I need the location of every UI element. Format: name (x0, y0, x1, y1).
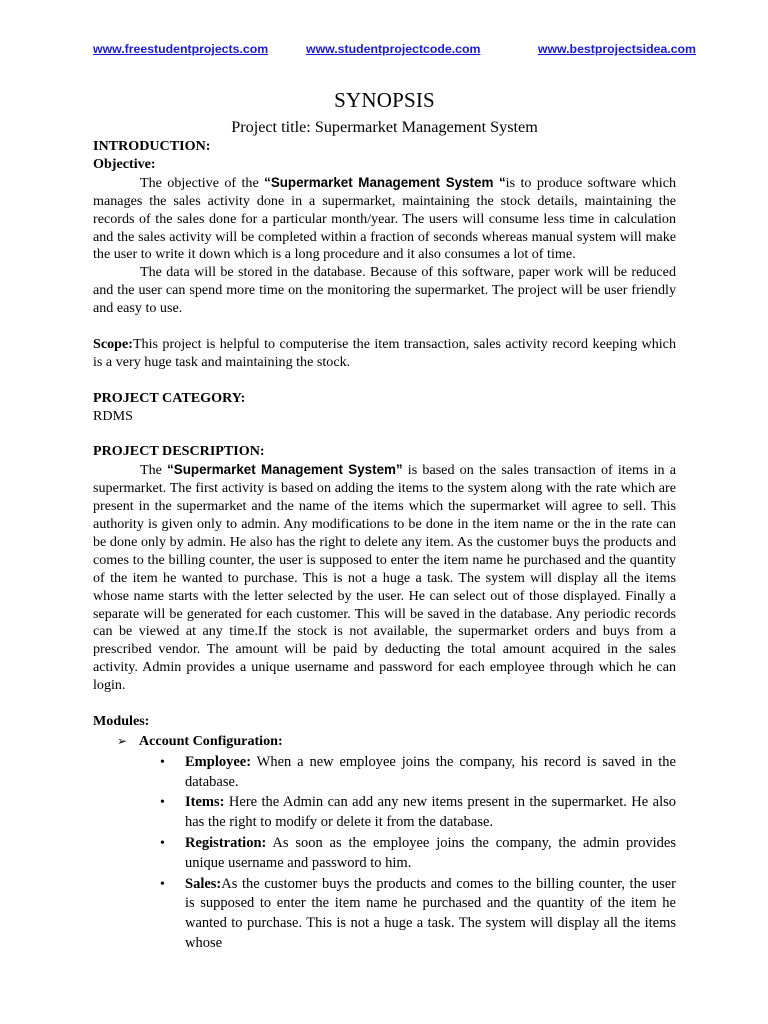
objective-p1-body: is to produce software which manages the sales activity done in a supermarket, maintaining the stock details, maintaining the records of the sales done for a particular month/year. The users will consume less time in calculation and the sales activity will be completed within a fraction of seconds whereas manual system will make the user to write it down which is a long procedure and it also consumes a lot of time. (93, 174, 676, 263)
bullet-icon: • (160, 835, 165, 851)
bullet-icon: • (160, 876, 165, 892)
header-link-freestudentprojects[interactable]: www.freestudentprojects.com (93, 42, 269, 56)
list-item (93, 793, 676, 833)
header-links (93, 42, 696, 60)
module-account-configuration (93, 733, 676, 751)
objective-heading: Objective: (93, 155, 156, 172)
document-page (93, 88, 676, 955)
list-item-label: Employee: (185, 753, 252, 770)
list-item-text: As soon as the employee joins the company, the admin provides unique username and password to him. (185, 834, 676, 871)
header-link-bestprojectsidea[interactable]: www.bestprojectsidea.com (537, 42, 696, 56)
list-item-label: Items: (185, 794, 225, 811)
list-item-text: Here the Admin can add any new items present in the supermarket. He also has the right to modify or delete it from the database. (185, 794, 676, 831)
module-title: Account Configuration: (139, 732, 283, 749)
objective-p1-system-name: “Supermarket Management System “ (264, 174, 506, 190)
bullet-icon: • (160, 795, 165, 811)
category-heading: PROJECT CATEGORY: (93, 389, 246, 406)
list-item-label: Registration: (185, 834, 267, 851)
description-lead: The (140, 462, 168, 479)
scope-text: This project is helpful to computerise the item transaction, sales activity record keeping which is a very huge task and maintaining the stock. (93, 335, 676, 370)
list-item (93, 753, 676, 793)
introduction-heading: INTRODUCTION: (93, 138, 211, 154)
objective-paragraph-2: The data will be stored in the database. Because of this software, paper work will be reduced and the user can spend more time on the monitoring the supermarket. The project will be user friendly and easy to use. (93, 264, 676, 317)
scope-label: Scope: (93, 335, 133, 352)
project-title: Project title: Supermarket Management System (231, 118, 538, 136)
list-item-label: Sales: (185, 875, 222, 892)
description-system-name: “Supermarket Management System” (167, 462, 403, 478)
list-item (93, 875, 676, 954)
category-value: RDMS (93, 407, 133, 424)
module-bullet-list (93, 753, 676, 954)
arrow-bullet-icon: ➢ (117, 733, 128, 748)
list-item (93, 834, 676, 874)
bullet-icon: • (160, 754, 165, 770)
document-title: SYNOPSIS (334, 88, 435, 112)
modules-heading: Modules: (93, 712, 150, 729)
description-heading: PROJECT DESCRIPTION: (93, 443, 265, 460)
description-body: is based on the sales transaction of items in a supermarket. The first activity is based on adding the items to the system along with the rate which are present in the supermarket and the name of the items which the supermarket will agree to sell. This authority is given only to admin. Any modifications to be done in the item name or the in the rate can be done only by admin. He also has the right to delete any item. As the customer buys the products and comes to the billing counter, the user is supposed to enter the item name he purchased and the quantity of the item he wanted to purchase. This is not a huge a task. The system will display all the items whose name starts with the letter selected by the user. He can select out of those displayed. Finally a separate will be generated for each customer. This will be saved in the database. Any periodic records can be viewed at any time.If the stock is not available, the supermarket orders and buys from a prescribed vendor. The amount will be paid by deducting the total amount acquired in the sales activity. Admin provides a unique username and password for each employee through which he can login. (93, 462, 677, 694)
list-item-text: When a new employee joins the company, his record is saved in the database. (185, 753, 676, 790)
header-link-studentprojectcode[interactable]: www.studentprojectcode.com (306, 42, 481, 56)
description-paragraph (93, 461, 676, 695)
scope-paragraph (93, 336, 676, 372)
list-item-text: As the customer buys the products and comes to the billing counter, the user is supposed to enter the item name he purchased and the quantity of the item he wanted to purchase. This is not a huge a task. The system will display all the items whose (185, 875, 676, 951)
objective-paragraph-1 (93, 174, 676, 265)
objective-p1-lead: The objective of the (140, 174, 265, 191)
